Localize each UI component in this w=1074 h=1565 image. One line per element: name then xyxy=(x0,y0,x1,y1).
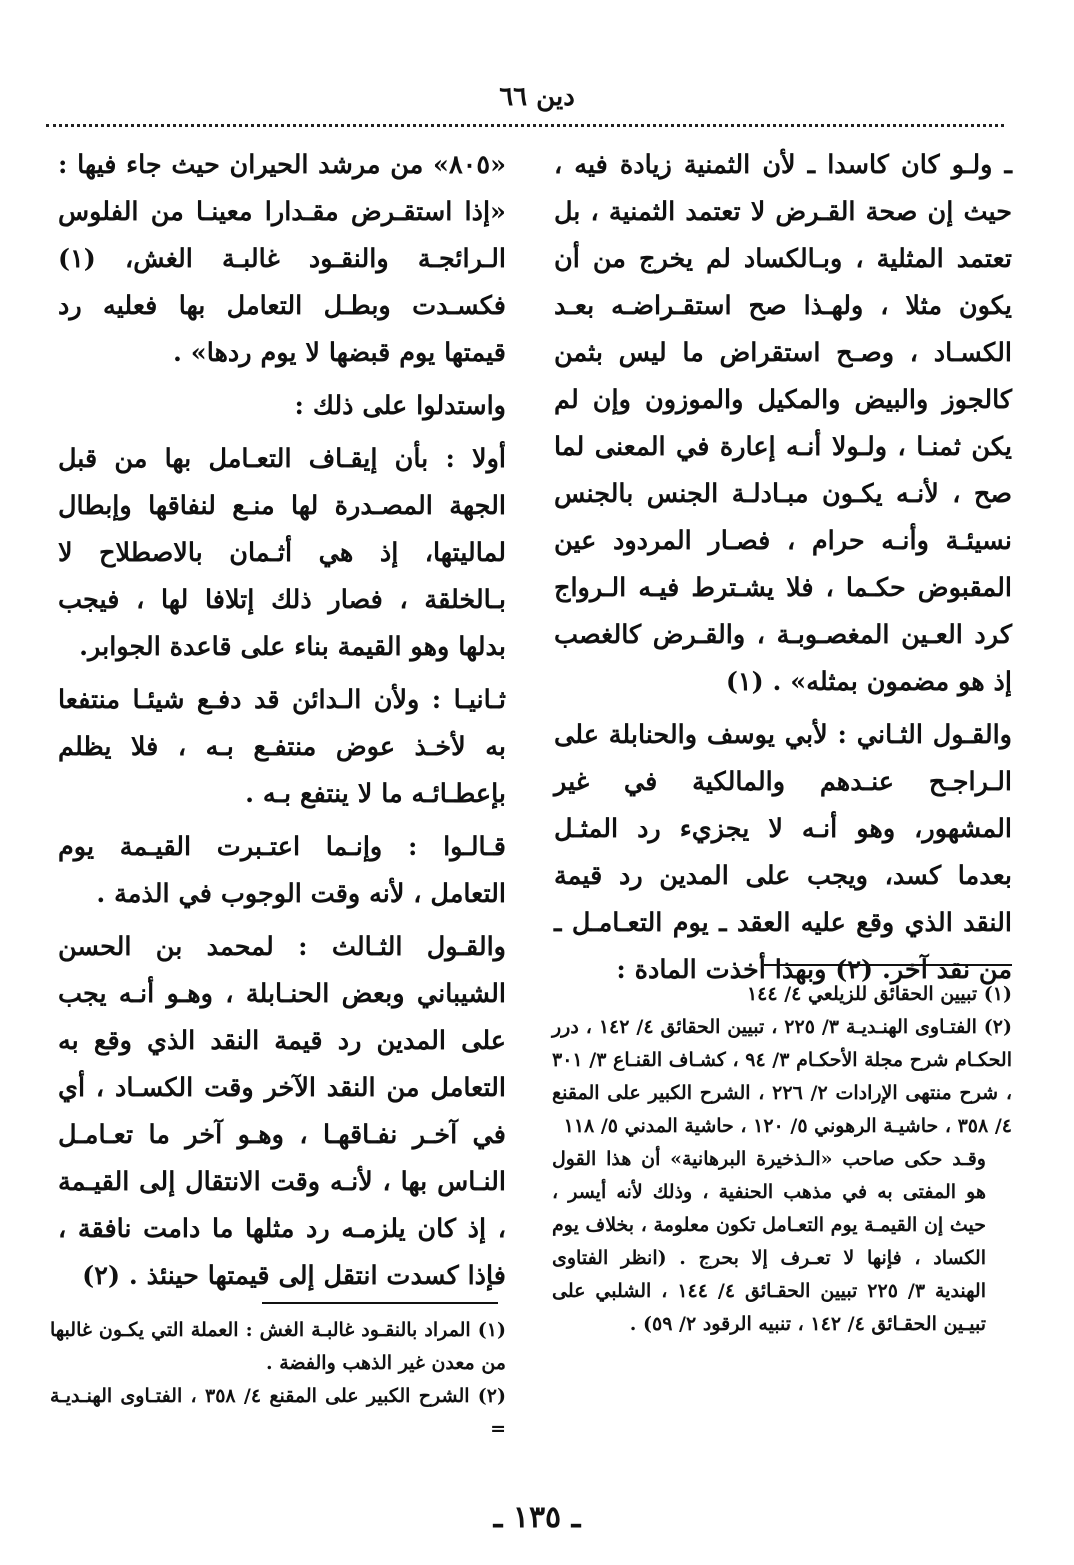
paragraph: «٨٠٥» من مرشد الحيران حيث جاء فيها : «إذا استقـرض مقـدارا معينـا من الفلوس الـرائجـة والنقـود غالبـة الغش، (١) فكسـدت وبطـل التعامل بها فعليه رد قيمتها يوم قبضها لا يوم ردها» . xyxy=(58,150,506,368)
right-footnote-separator xyxy=(764,964,1012,966)
paragraph: ـ ولـو كان كاسدا ـ لأن الثمنية زيادة فيه ، حيث إن صحة القـرض لا تعتمد الثمنية ، بل تعتمد المثلية ، وبـالكساد لم يخرج من أن يكون مثلا ، ولهـذا صح استقـراضـه بعـد الكسـاد ، وصـح استقراض ما ليس بثمن كالجوز والبيض والمكيل والموزون وإن لم يكن ثمنـا ، ولـولا أنـه إعارة في المعنى لما صح ، لأنـه يكـون مبـادلـة الجنس بالجنس نسيئـة وأنـه حرام ، فصـار المردود عين المقبوض حكـما ، فلا يشـترط فيـه الـرواج كرد العـين المغصـوبـة ، والقـرض كالغصب إذ هو مضمون بمثله» . (١) xyxy=(554,150,1012,697)
left-column xyxy=(58,142,506,1306)
footnote: (٢) الفتـاوى الهنـديـة ٣/ ٢٢٥ ، تبيين الحقائق ٤/ ١٤٢ ، درر الحكـام شرح مجلة الأحكـام ٣/ ٩٤ ، كشـاف القنـاع ٣/ ٣٠١ ، شرح منتهى الإرادات ٢/ ٢٢٦ ، الشرح الكبير على المقنع ٤/ ٣٥٨ ، حاشيـة الرهوني ٥/ ١٢٠ ، حاشية المدني ٥/ ١١٨ xyxy=(552,1016,1012,1137)
paragraph: والقـول الثـالث : لمحمد بن الحسن الشيباني وبعض الحنـابلة ، وهـو أنـه يجب على المدين رد قيمة النقد الذي وقع به التعامل من النقد الآخر وقت الكسـاد ، أي في آخـر نفـاقهـا ، وهـو آخر ما تعـامـل النـاس بها ، لأنـه وقت الانتقال إلى القيـمة ، إذ كان يلزمـه رد مثلها ما دامت نافقة ، فإذا كسدت انتقل إلى قيمتها حينئذ . (٢) xyxy=(58,932,506,1291)
page-header-title: دين ٦٦ xyxy=(499,82,575,112)
header-dotted-rule xyxy=(46,124,1004,127)
left-footnotes xyxy=(50,1314,506,1446)
footnote: (١) تبيين الحقائق للزيلعي ٤/ ١٤٤ xyxy=(746,983,1012,1005)
paragraph: والقـول الثـاني : لأبي يوسف والحنابلة على الـراجـح عنـدهم والمالكية في غير المشهور، وهو أنـه لا يجزيء رد المثـل بعدما كسد، ويجب على المدين رد قيمة النقد الذي وقع عليه العقد ـ يوم التعـامـل ـ من نقد آخر. (٢) وبهذا أخذت المادة : xyxy=(554,720,1012,985)
paragraph: قـالـوا : وإنـما اعتـبرت القيـمة يوم التعامل ، لأنه وقت الوجوب في الذمة . xyxy=(58,832,506,909)
left-footnote-separator xyxy=(262,1302,498,1304)
paragraph: واستدلوا على ذلك : xyxy=(294,391,506,421)
paragraph: أولا : بأن إيقـاف التعـامل بها من قبل الجهة المصـدرة لها منـع لنفاقها وإبطال لماليتها، إذ هي أثـمان بالاصطلاح لا بـالخلقة ، فصار ذلك إتلافا لها ، فيجب بدلها وهو القيمة بناء على قاعدة الجوابر. xyxy=(58,444,506,662)
right-column xyxy=(554,142,1012,1000)
paragraph: ثـانيـا : ولأن الـدائن قد دفـع شيئـا منتفعا به لأخـذ عوض منتفـع بـه ، فلا يظلم بإعطـائـه ما لا ينتفع بـه . xyxy=(58,685,506,809)
right-footnotes xyxy=(552,978,1012,1341)
footnote-note: وقـد حكى صاحب «الـذخيرة البرهانية» أن هذا القول هو المفتى به في مذهب الحنفية ، وذلك لأنه أيسر ، حيث إن القيمـة يوم التعـامل تكون معلومة ، بخلاف يوم الكساد ، فإنها لا تعـرف إلا بحرج . (انظر الفتاوى الهندية ٣/ ٢٢٥ تبيين الحقـائق ٤/ ١٤٤ ، الشلبي على تبيـين الحقـائق ٤/ ١٤٢ ، تنبيه الرقود ٢/ ٥٩) . xyxy=(552,1148,986,1335)
footnote: (٢) الشرح الكبير على المقنع ٤/ ٣٥٨ ، الفتـاوى الهنـديـة = xyxy=(50,1385,507,1440)
footnote: (١) المراد بالنقـود غالبـة الغش : العملة التي يكـون غالبها من معدن غير الذهب والفضة . xyxy=(50,1319,506,1374)
page-number: ـ ١٣٥ ـ xyxy=(493,1500,581,1535)
